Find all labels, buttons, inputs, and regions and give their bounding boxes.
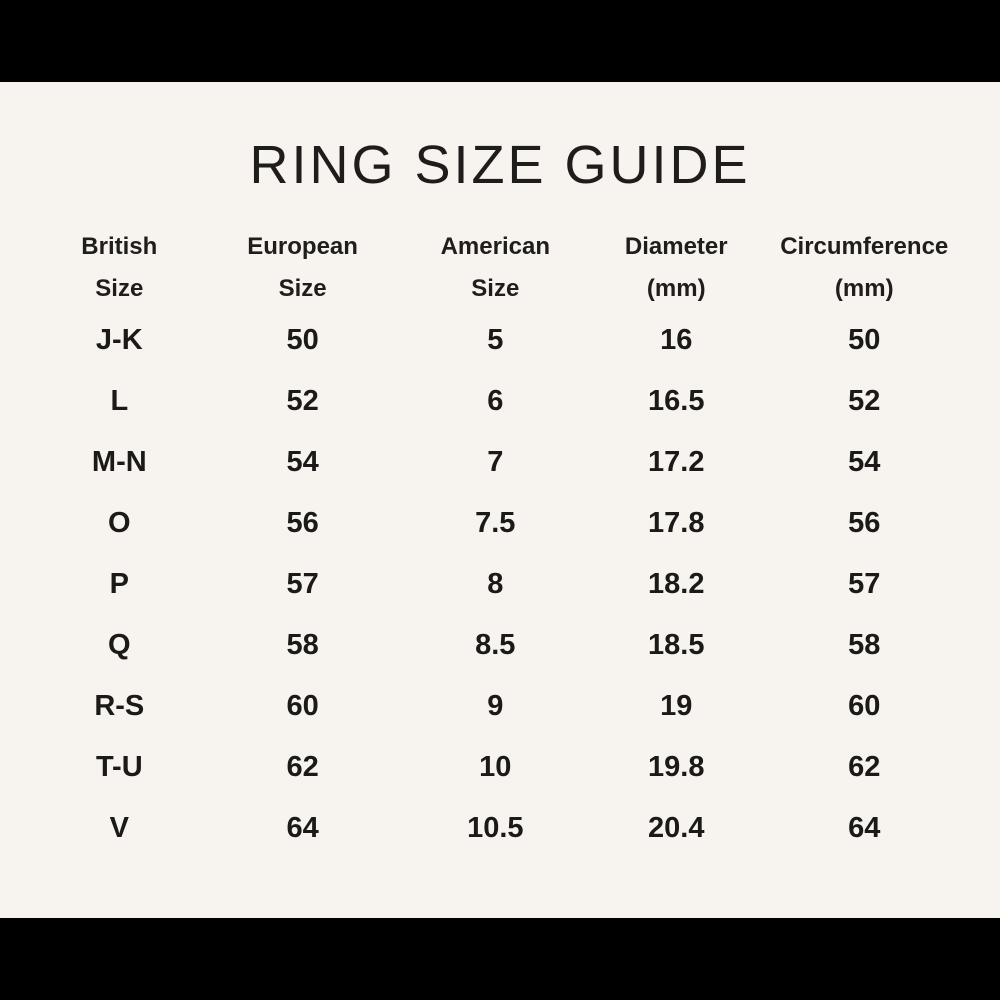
table-cell: 54 [286, 446, 319, 478]
table-cell: V [109, 812, 129, 844]
table-cell: 8.5 [475, 629, 516, 661]
header-line: American [440, 233, 550, 260]
table-cell: Q [108, 629, 131, 661]
top-black-bar [0, 0, 1000, 82]
table-row [30, 615, 970, 676]
table-cell: 5 [487, 324, 504, 356]
page-title: RING SIZE GUIDE [249, 135, 751, 195]
table-cell: 52 [286, 385, 319, 417]
table-cell: 18.2 [648, 568, 705, 600]
table-cell: 7.5 [475, 507, 516, 539]
header-line: (mm) [834, 275, 894, 302]
table-cell: T-U [95, 751, 143, 783]
header-line: Size [95, 275, 144, 302]
header-line: Size [471, 275, 520, 302]
table-cell: 64 [848, 812, 881, 844]
table-cell: M-N [91, 446, 147, 478]
table-row [30, 676, 970, 737]
table-cell: 6 [487, 385, 504, 417]
column-header-american-size [397, 226, 594, 310]
header-line: European [247, 233, 358, 260]
table-cell: 50 [286, 324, 319, 356]
header-line: Circumference [780, 233, 949, 260]
table-cell: 8 [487, 568, 504, 600]
table-cell: 52 [848, 385, 881, 417]
table-row [30, 798, 970, 859]
column-header-european-size [209, 226, 397, 310]
table-cell: 19.8 [648, 751, 705, 783]
table-cell: 58 [848, 629, 881, 661]
column-header-diameter [594, 226, 759, 310]
table-cell: 19 [660, 690, 693, 722]
table-cell: 9 [487, 690, 504, 722]
table-cell: 60 [286, 690, 319, 722]
table-cell: 18.5 [648, 629, 705, 661]
table-cell: 64 [286, 812, 319, 844]
table-cell: 16.5 [648, 385, 705, 417]
table-row [30, 737, 970, 798]
column-header-circumference [758, 226, 970, 310]
table-cell: 58 [286, 629, 319, 661]
table-row [30, 554, 970, 615]
table-cell: P [109, 568, 129, 600]
table-header-row [30, 226, 970, 310]
table-cell: J-K [95, 324, 143, 356]
header-line: Size [278, 275, 327, 302]
table-cell: 20.4 [648, 812, 705, 844]
table-cell: 50 [848, 324, 881, 356]
table-cell: 16 [660, 324, 693, 356]
table-cell: 57 [848, 568, 881, 600]
table-cell: 56 [848, 507, 881, 539]
table-cell: 10 [479, 751, 512, 783]
header-line: (mm) [646, 275, 706, 302]
header-line: Diameter [624, 233, 728, 260]
table-cell: 62 [848, 751, 881, 783]
table-cell: 10.5 [467, 812, 524, 844]
table-row [30, 310, 970, 371]
table-cell: 60 [848, 690, 881, 722]
bottom-black-bar [0, 918, 1000, 1000]
table-row [30, 432, 970, 493]
table-cell: 17.2 [648, 446, 705, 478]
table-cell: 62 [286, 751, 319, 783]
table-cell: R-S [94, 690, 145, 722]
column-header-british-size [30, 226, 209, 310]
table-cell: L [110, 385, 129, 417]
table-row [30, 493, 970, 554]
table-cell: 54 [848, 446, 881, 478]
table-cell: O [108, 507, 131, 539]
table-cell: 56 [286, 507, 319, 539]
table-cell: 17.8 [648, 507, 705, 539]
ring-size-table [0, 226, 1000, 859]
header-line: British [81, 233, 158, 260]
table-row [30, 371, 970, 432]
table-cell: 7 [487, 446, 504, 478]
table-cell: 57 [286, 568, 319, 600]
